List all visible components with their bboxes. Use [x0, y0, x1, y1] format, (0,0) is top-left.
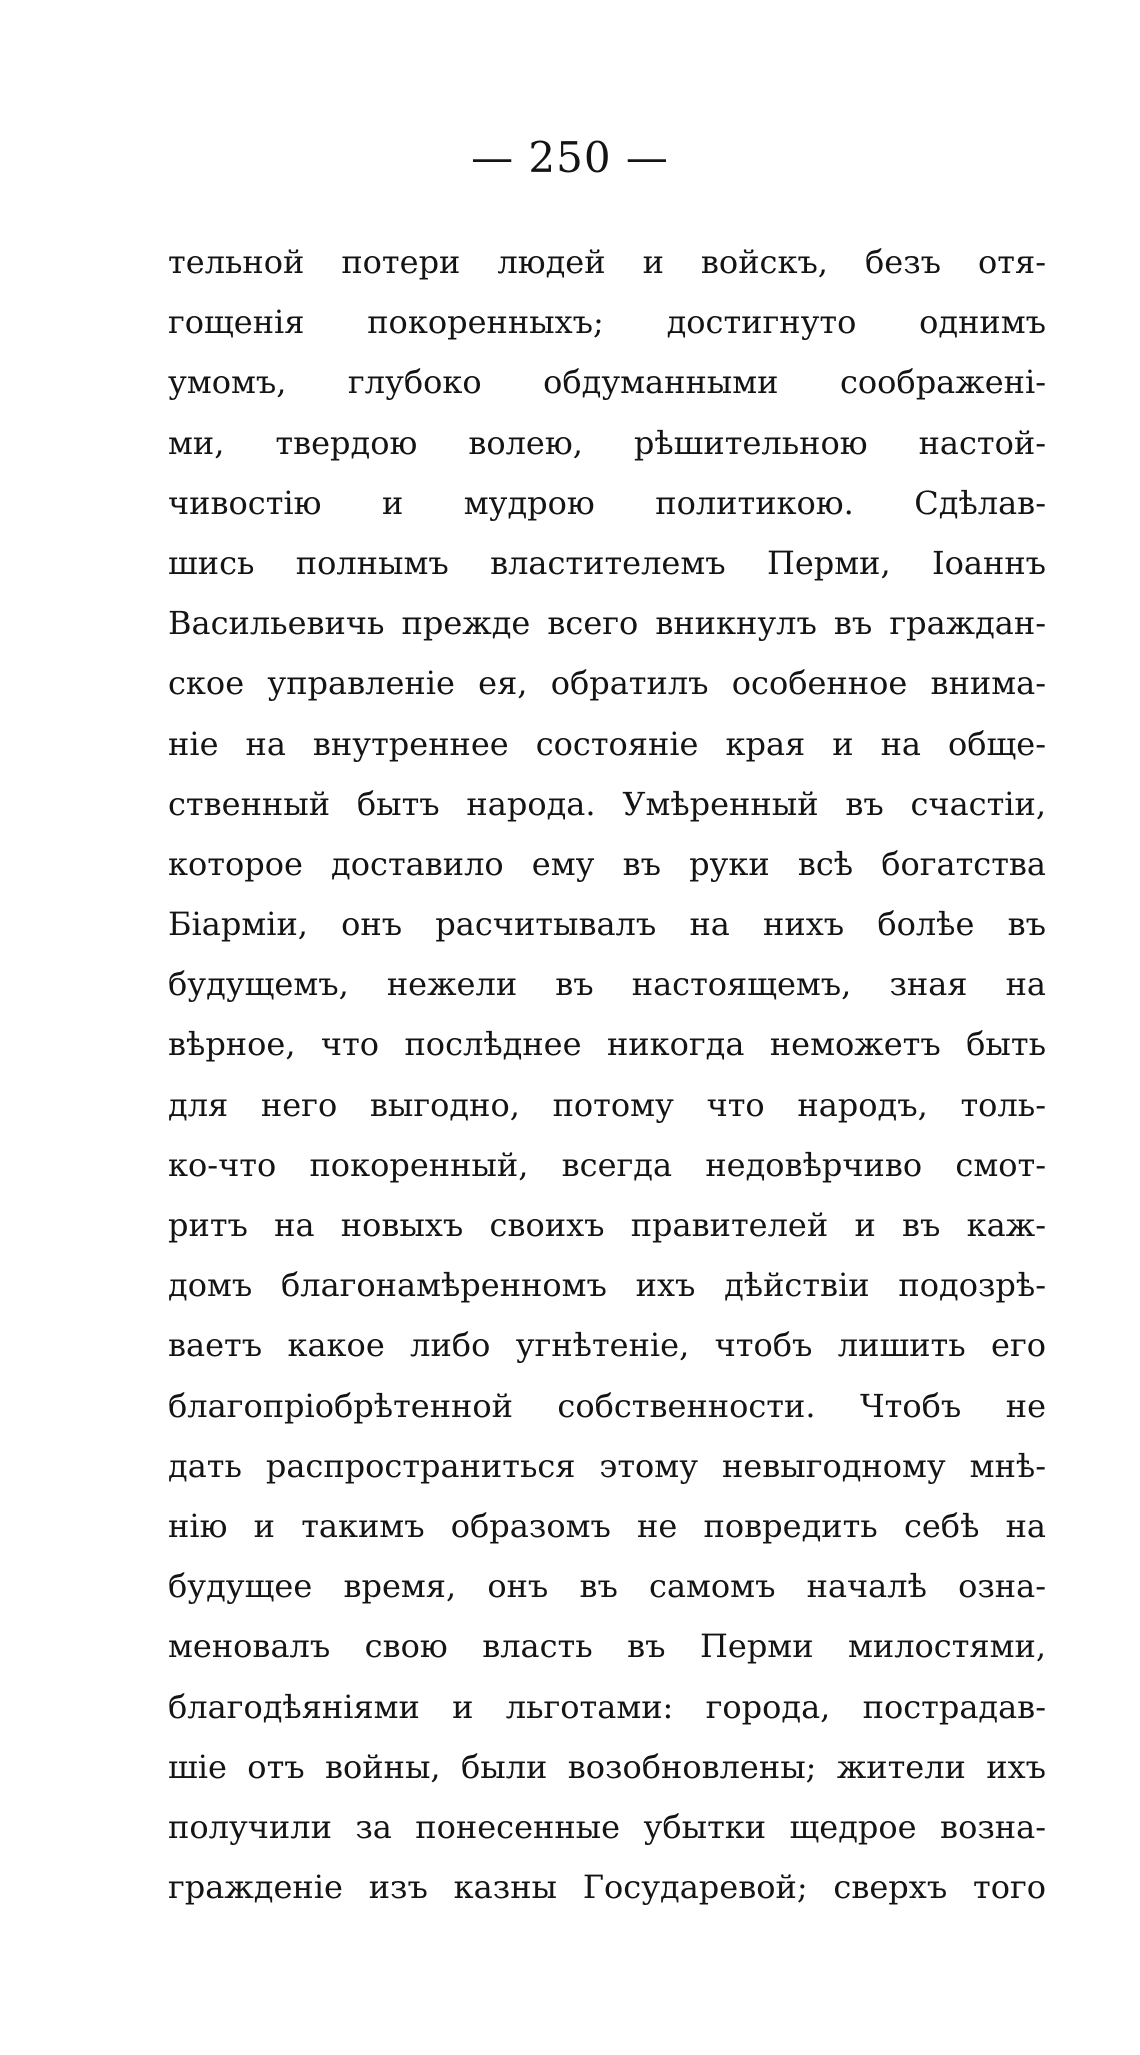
text-line: ское управленіе ея, обратилъ особенное внима-: [168, 664, 1046, 703]
text-line: гощенія покоренныхъ; достигнуто однимъ: [168, 303, 1046, 342]
body-text: [168, 232, 1046, 1917]
text-line: домъ благонамѣренномъ ихъ дѣйствіи подозрѣ-: [168, 1266, 1046, 1305]
text-line: ваетъ какое либо угнѣтеніе, чтобъ лишить его: [168, 1326, 1046, 1365]
text-line: благопріобрѣтенной собственности. Чтобъ не: [168, 1386, 1046, 1425]
text-line: будущее время, онъ въ самомъ началѣ озна-: [168, 1567, 1046, 1606]
text-line: ритъ на новыхъ своихъ правителей и въ каж-: [168, 1206, 1046, 1244]
text-line: Біарміи, онъ расчитывалъ на нихъ болѣе въ: [168, 905, 1046, 944]
text-line: нію и такимъ образомъ не повредить себѣ на: [168, 1506, 1046, 1545]
text-line: для него выгодно, потому что народъ, толь-: [168, 1085, 1046, 1124]
text-line: которое доставило ему въ руки всѣ богатства: [168, 844, 1046, 883]
text-line: ніе на внутреннее состояніе края и на обще-: [168, 724, 1046, 763]
text-line: гражденіе изъ казны Государевой; сверхъ того: [168, 1868, 1046, 1907]
text-line: будущемъ, нежели въ настоящемъ, зная на: [168, 965, 1046, 1004]
text-line: меновалъ свою власть въ Перми милостями,: [168, 1627, 1046, 1666]
text-line: шись полнымъ властителемъ Перми, Іоаннъ: [168, 543, 1046, 582]
text-line: вѣрное, что послѣднее никогда неможетъ быть: [168, 1025, 1046, 1064]
text-line: получили за понесенные убытки щедрое возна-: [168, 1807, 1046, 1846]
text-line: Васильевичь прежде всего вникнулъ въ граждан-: [168, 604, 1046, 643]
text-line: ко-что покоренный, всегда недовѣрчиво смот-: [168, 1145, 1046, 1184]
text-line: ственный бытъ народа. Умѣренный въ счастіи,: [168, 784, 1046, 823]
text-line: умомъ, глубоко обдуманными соображені-: [168, 363, 1046, 402]
text-line: чивостію и мудрою политикою. Сдѣлав-: [168, 483, 1046, 522]
text-line: шіе отъ войны, были возобновлены; жители ихъ: [168, 1747, 1046, 1786]
text-line: благодѣяніями и льготами: города, пострадав-: [168, 1687, 1046, 1726]
text-line: ми, твердою волею, рѣшительною настой-: [168, 423, 1046, 462]
text-line: тельной потери людей и войскъ, безъ отя-: [168, 243, 1046, 281]
text-line: дать распространиться этому невыгодному мнѣ-: [168, 1446, 1046, 1485]
page-number: — 250 —: [471, 133, 669, 182]
